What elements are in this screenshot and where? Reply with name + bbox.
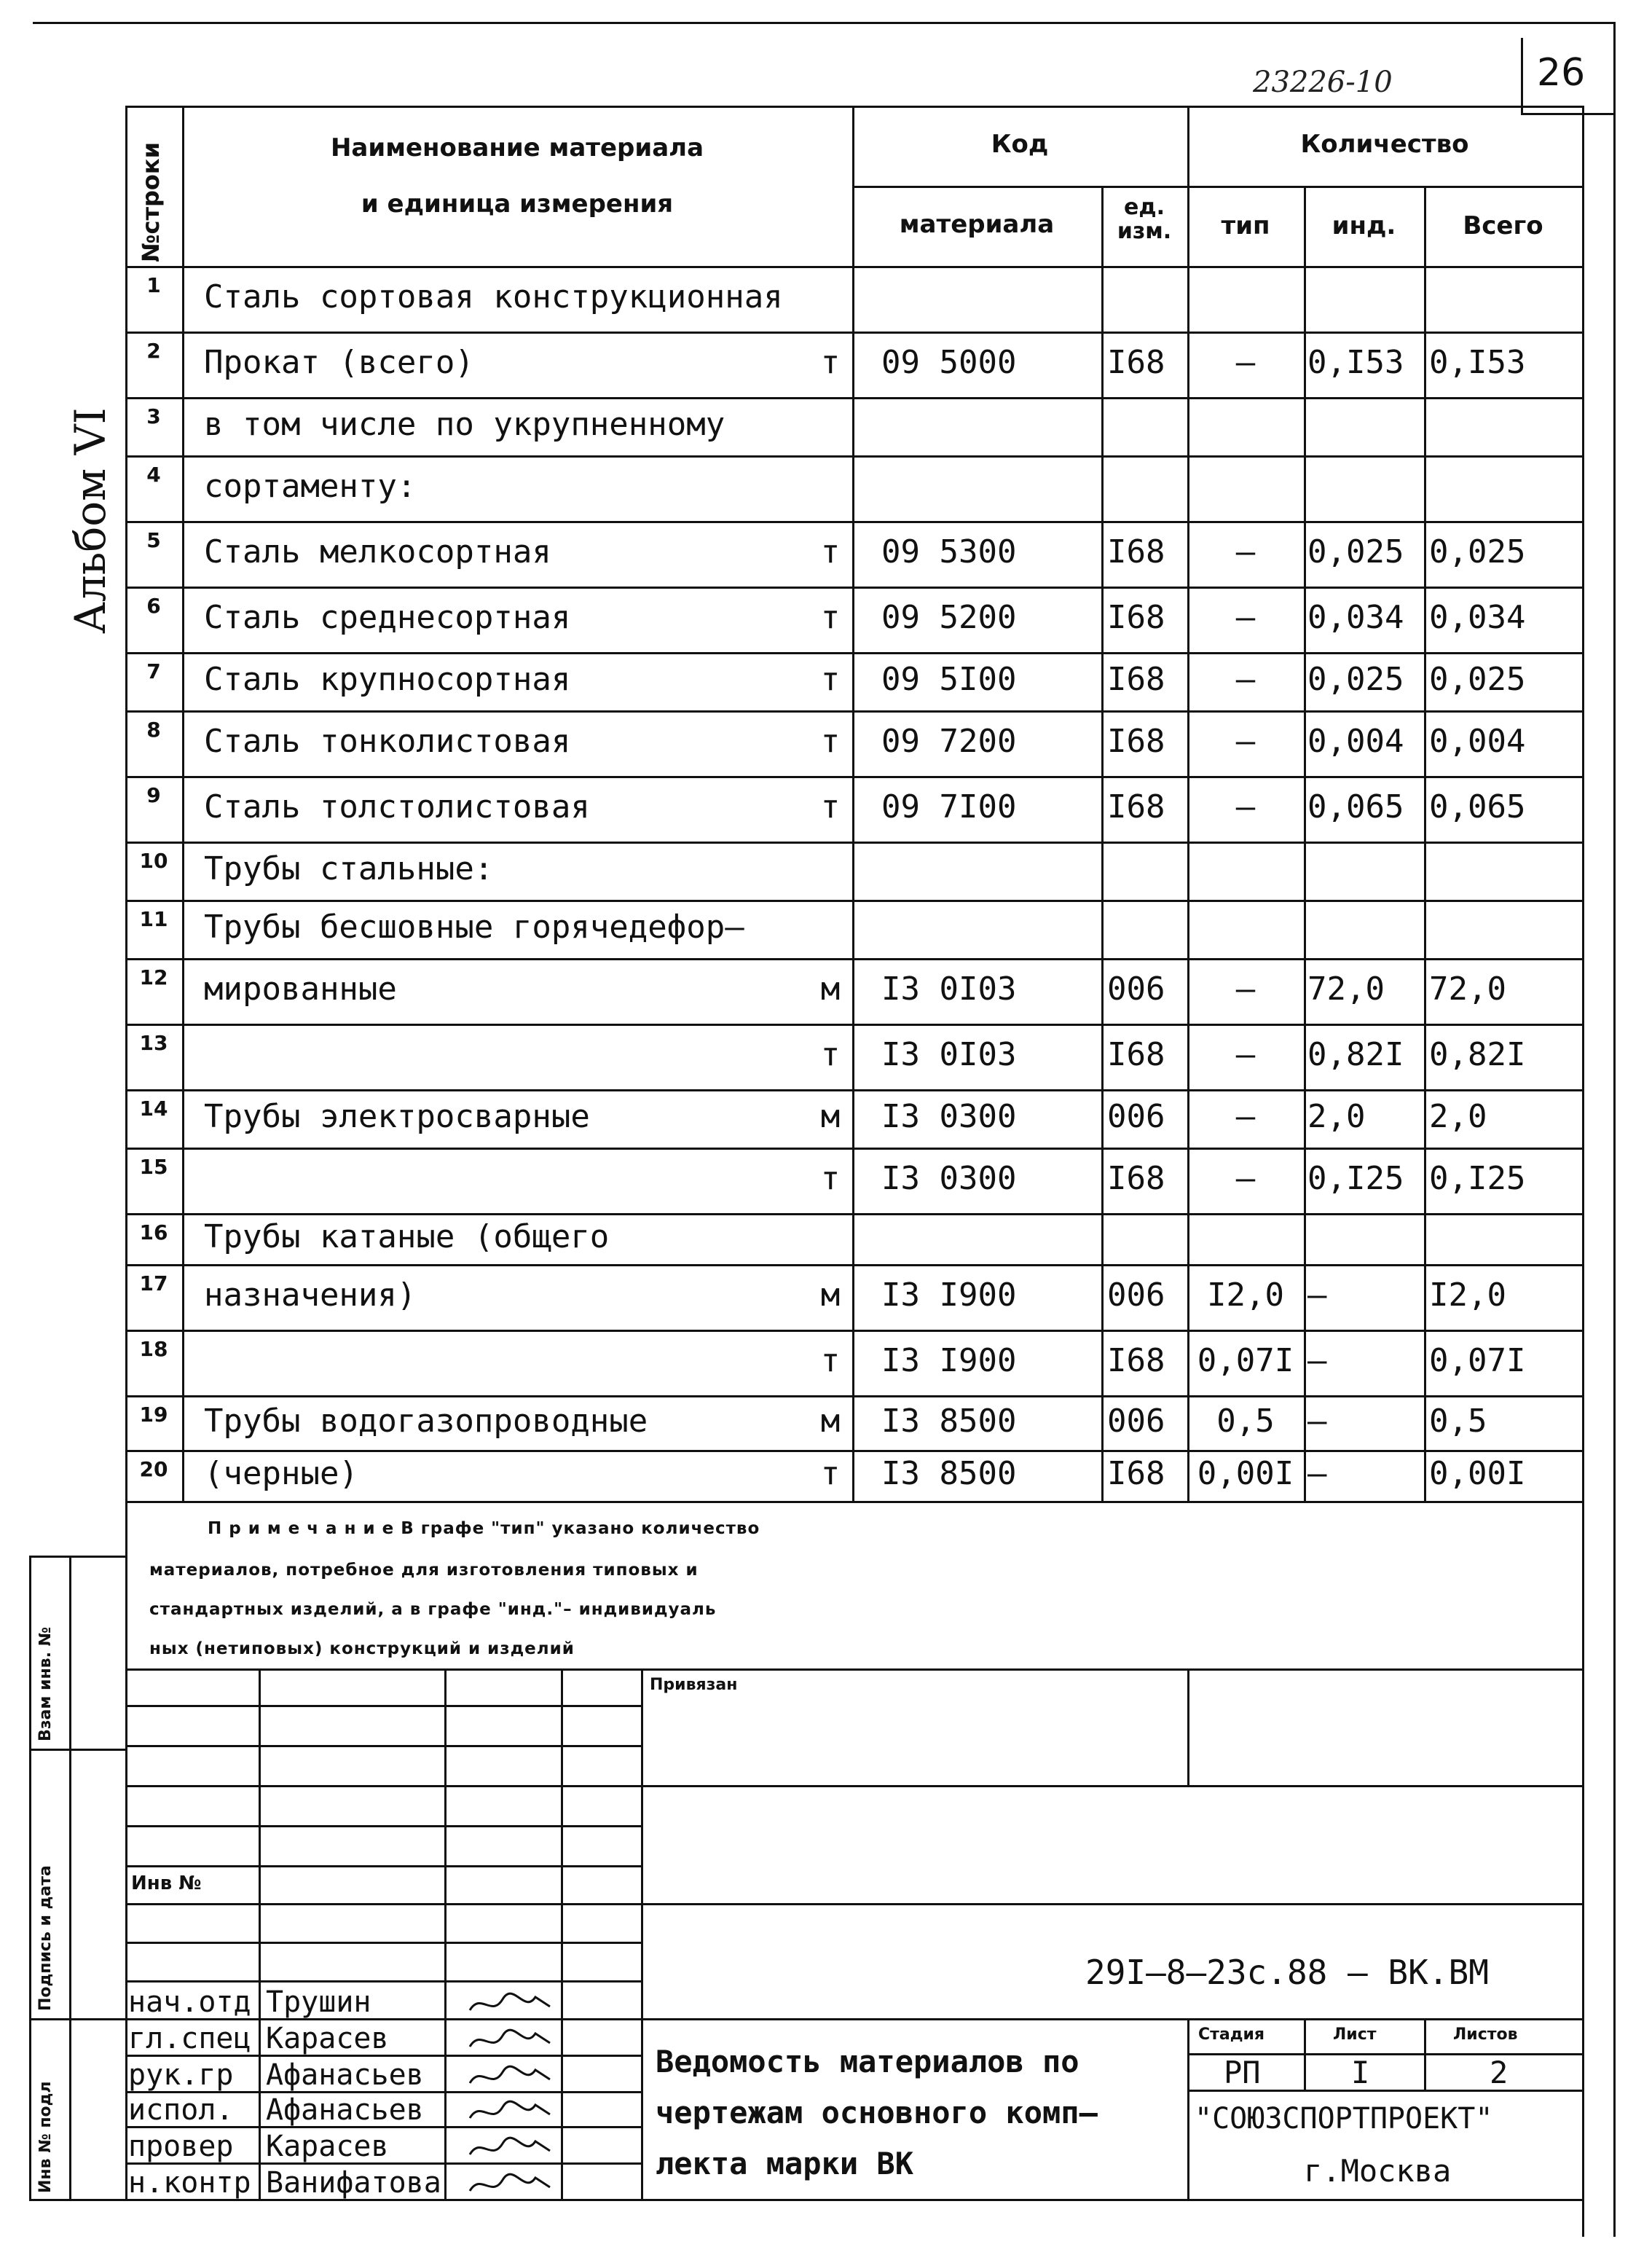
row-material-name: Трубы катаные (общего xyxy=(204,1218,610,1255)
row-qty-total: 0,I25 xyxy=(1429,1160,1526,1197)
row-material-name: Трубы стальные: xyxy=(204,850,494,887)
note-line-2: материалов, потребное для изготовления типовых и xyxy=(149,1561,699,1580)
row-unit: т xyxy=(820,1455,841,1492)
row-number: 4 xyxy=(146,463,161,487)
row-code-unit: I68 xyxy=(1107,344,1165,381)
row-material-code: I3 I900 xyxy=(881,1342,1017,1379)
header-name-line1: Наименование материала xyxy=(330,133,704,162)
row-code-unit: I68 xyxy=(1107,661,1165,698)
row-number: 20 xyxy=(139,1457,168,1481)
sheet-title-line-1: Ведомость материалов по xyxy=(656,2044,1079,2079)
row-material-name: Сталь тонколистовая xyxy=(204,723,571,760)
row-qty-ind: 0,025 xyxy=(1307,533,1404,570)
row-material-code: I3 8500 xyxy=(881,1455,1017,1492)
row-material-name: назначения) xyxy=(204,1276,417,1314)
row-number: 12 xyxy=(139,965,168,989)
stage-label: Стадия xyxy=(1198,2025,1265,2044)
row-number: 14 xyxy=(139,1097,168,1121)
row-divider xyxy=(125,1395,1582,1397)
row-unit: т xyxy=(820,661,841,698)
row-material-code: 09 5000 xyxy=(881,344,1017,381)
side-inv-podl-label: Инв № подл xyxy=(36,2081,55,2193)
row-divider xyxy=(125,776,1582,778)
row-qty-total: 0,004 xyxy=(1429,723,1526,760)
row-material-name: (черные) xyxy=(204,1455,358,1492)
row-qty-type: – xyxy=(1235,1160,1256,1197)
row-code-unit: I68 xyxy=(1107,533,1165,570)
row-number: 10 xyxy=(139,849,168,873)
row-qty-total: 0,I53 xyxy=(1429,344,1526,381)
stage-value: РП xyxy=(1224,2055,1261,2090)
row-qty-type: 0,07I xyxy=(1197,1342,1294,1379)
row-number: 18 xyxy=(139,1337,168,1361)
row-qty-type: – xyxy=(1235,533,1256,570)
row-qty-type: – xyxy=(1235,661,1256,698)
row-qty-ind: 0,034 xyxy=(1307,599,1404,636)
signatory-role: провер xyxy=(128,2130,234,2163)
sheet-title-line-3: лекта марки ВК xyxy=(656,2146,914,2181)
row-number: 8 xyxy=(146,718,161,742)
row-qty-type: – xyxy=(1235,599,1256,636)
row-code-unit: 006 xyxy=(1107,1276,1165,1314)
row-code-unit: I68 xyxy=(1107,723,1165,760)
row-material-code: 09 7200 xyxy=(881,723,1017,760)
privyazan-label: Привязан xyxy=(650,1676,738,1694)
row-material-code: I3 0I03 xyxy=(881,970,1017,1008)
row-qty-type: – xyxy=(1235,1098,1256,1135)
handwritten-signature xyxy=(466,2025,554,2058)
row-divider xyxy=(125,1450,1582,1452)
row-qty-type: – xyxy=(1235,970,1256,1008)
row-material-name: Прокат (всего) xyxy=(204,344,474,381)
row-qty-total: 0,00I xyxy=(1429,1455,1526,1492)
row-qty-ind: – xyxy=(1307,1455,1327,1492)
row-qty-total: 0,025 xyxy=(1429,661,1526,698)
row-unit: м xyxy=(820,1276,841,1314)
row-material-name: в том числе по укрупненному xyxy=(204,406,725,443)
row-qty-ind: 0,82I xyxy=(1307,1036,1404,1073)
inv-number-label: Инв № xyxy=(131,1872,202,1894)
signatory-name: Ванифатова xyxy=(266,2166,441,2200)
row-code-unit: 006 xyxy=(1107,1402,1165,1440)
row-qty-ind: 2,0 xyxy=(1307,1098,1366,1135)
signatory-role: рук.гр xyxy=(128,2058,234,2092)
row-qty-ind: 0,I53 xyxy=(1307,344,1404,381)
row-unit: т xyxy=(820,1036,841,1073)
row-material-name: Сталь сортовая конструкционная xyxy=(204,278,783,315)
row-qty-total: 0,82I xyxy=(1429,1036,1526,1073)
row-number: 1 xyxy=(146,273,161,297)
row-divider xyxy=(125,587,1582,589)
row-code-unit: 006 xyxy=(1107,1098,1165,1135)
row-unit: м xyxy=(820,970,841,1008)
row-qty-ind: 0,025 xyxy=(1307,661,1404,698)
row-material-code: I3 I900 xyxy=(881,1276,1017,1314)
row-divider xyxy=(125,900,1582,902)
row-material-code: I3 0I03 xyxy=(881,1036,1017,1073)
row-qty-ind: 0,I25 xyxy=(1307,1160,1404,1197)
row-qty-type: – xyxy=(1235,723,1256,760)
page-number: 26 xyxy=(1537,51,1586,95)
row-qty-ind: 0,065 xyxy=(1307,788,1404,825)
row-qty-type: I2,0 xyxy=(1207,1276,1284,1314)
row-qty-total: 2,0 xyxy=(1429,1098,1487,1135)
sheets-value: 2 xyxy=(1490,2055,1509,2090)
row-material-name: Сталь толстолистовая xyxy=(204,788,590,825)
signatory-role: гл.спец xyxy=(128,2022,251,2055)
sheet-title-line-2: чертежам основного комп– xyxy=(656,2095,1098,2130)
row-number: 5 xyxy=(146,528,161,552)
header-code-unit: ед. изм. xyxy=(1117,195,1172,244)
signatory-name: Афанасьев xyxy=(266,2058,424,2092)
row-code-unit: I68 xyxy=(1107,1036,1165,1073)
header-quantity: Количество xyxy=(1300,130,1469,159)
row-unit: т xyxy=(820,788,841,825)
note-line-1: П р и м е ч а н и е В графе "тип" указано количество xyxy=(208,1519,760,1538)
handwritten-signature xyxy=(466,2133,554,2166)
handwritten-signature xyxy=(466,2096,554,2130)
row-qty-total: I2,0 xyxy=(1429,1276,1506,1314)
organization-name: "СОЮЗСПОРТПРОЕКТ" xyxy=(1195,2102,1493,2136)
row-divider xyxy=(125,397,1582,399)
row-material-code: 09 5300 xyxy=(881,533,1017,570)
row-code-unit: I68 xyxy=(1107,1160,1165,1197)
row-divider xyxy=(125,652,1582,654)
row-divider xyxy=(125,842,1582,844)
organization-city: г.Москва xyxy=(1304,2153,1452,2189)
row-code-unit: 006 xyxy=(1107,970,1165,1008)
row-qty-ind: – xyxy=(1307,1276,1327,1314)
row-unit: м xyxy=(820,1098,841,1135)
document-code: 29I–8–23с.88 – ВК.ВМ xyxy=(1085,1953,1489,1992)
header-qty-ind: инд. xyxy=(1332,211,1396,240)
row-code-unit: I68 xyxy=(1107,1455,1165,1492)
row-unit: т xyxy=(820,599,841,636)
row-divider xyxy=(125,710,1582,713)
row-number: 7 xyxy=(146,659,161,683)
row-qty-total: 0,034 xyxy=(1429,599,1526,636)
row-divider xyxy=(125,1330,1582,1332)
header-qty-total: Всего xyxy=(1463,211,1543,240)
row-unit: т xyxy=(820,344,841,381)
row-divider xyxy=(125,455,1582,458)
row-divider xyxy=(125,1089,1582,1091)
row-qty-ind: 0,004 xyxy=(1307,723,1404,760)
side-vzam-label: Взам инв. № xyxy=(36,1626,55,1741)
signatory-role: нач.отд xyxy=(128,1985,251,2019)
row-divider xyxy=(125,1213,1582,1215)
header-code: Код xyxy=(991,130,1049,159)
row-material-code: I3 0300 xyxy=(881,1098,1017,1135)
row-code-unit: I68 xyxy=(1107,599,1165,636)
row-material-code: 09 5200 xyxy=(881,599,1017,636)
header-qty-type: тип xyxy=(1221,211,1270,240)
row-qty-total: 0,5 xyxy=(1429,1402,1487,1440)
row-material-name: Трубы водогазопроводные xyxy=(204,1402,648,1440)
header-row-number: №строки xyxy=(137,141,165,262)
row-unit: т xyxy=(820,1160,841,1197)
signatory-name: Карасев xyxy=(266,2130,389,2163)
row-number: 17 xyxy=(139,1271,168,1295)
row-material-name: сортаменту: xyxy=(204,468,417,505)
row-code-unit: I68 xyxy=(1107,788,1165,825)
row-divider xyxy=(125,521,1582,523)
row-material-name: Трубы электросварные xyxy=(204,1098,590,1135)
row-qty-ind: – xyxy=(1307,1402,1327,1440)
signatory-role: испол. xyxy=(128,2093,234,2127)
signatory-name: Афанасьев xyxy=(266,2093,424,2127)
row-material-name: Сталь крупносортная xyxy=(204,661,571,698)
signatory-name: Трушин xyxy=(266,1985,371,2019)
signatory-name: Карасев xyxy=(266,2022,389,2055)
row-qty-type: – xyxy=(1235,344,1256,381)
row-number: 16 xyxy=(139,1220,168,1244)
row-unit: м xyxy=(820,1402,841,1440)
row-code-unit: I68 xyxy=(1107,1342,1165,1379)
row-qty-type: 0,00I xyxy=(1197,1455,1294,1492)
row-material-code: I3 8500 xyxy=(881,1402,1017,1440)
row-qty-type: 0,5 xyxy=(1216,1402,1275,1440)
note-line-3: стандартных изделий, а в графе "инд."– индивидуаль xyxy=(149,1600,717,1619)
side-signature-date-label: Подпись и дата xyxy=(36,1865,55,2011)
row-number: 2 xyxy=(146,339,161,363)
row-number: 11 xyxy=(139,907,168,931)
document-number: 23226-10 xyxy=(1253,66,1393,99)
row-qty-type: – xyxy=(1235,788,1256,825)
row-number: 19 xyxy=(139,1403,168,1427)
row-qty-total: 72,0 xyxy=(1429,970,1506,1008)
row-qty-total: 0,025 xyxy=(1429,533,1526,570)
sheets-label: Листов xyxy=(1453,2025,1518,2044)
signatory-role: н.контр xyxy=(128,2166,251,2200)
row-material-name: мированные xyxy=(204,970,397,1008)
row-divider xyxy=(125,332,1582,334)
row-qty-total: 0,065 xyxy=(1429,788,1526,825)
header-name-line2: и единица измерения xyxy=(361,189,674,219)
row-number: 3 xyxy=(146,404,161,428)
handwritten-signature xyxy=(466,2061,554,2095)
row-divider xyxy=(125,1148,1582,1150)
album-label: Альбом VI xyxy=(66,407,115,634)
row-qty-type: – xyxy=(1235,1036,1256,1073)
row-material-name: Сталь среднесортная xyxy=(204,599,571,636)
row-unit: т xyxy=(820,533,841,570)
row-qty-ind: – xyxy=(1307,1342,1327,1379)
row-number: 13 xyxy=(139,1031,168,1055)
note-line-4: ных (нетиповых) конструкций и изделий xyxy=(149,1639,575,1658)
row-divider xyxy=(125,958,1582,960)
row-material-code: I3 0300 xyxy=(881,1160,1017,1197)
row-material-code: 09 7I00 xyxy=(881,788,1017,825)
handwritten-signature xyxy=(466,2169,554,2203)
row-qty-total: 0,07I xyxy=(1429,1342,1526,1379)
row-material-name: Сталь мелкосортная xyxy=(204,533,551,570)
row-divider xyxy=(125,1024,1582,1026)
row-unit: т xyxy=(820,723,841,760)
sheet-label: Лист xyxy=(1333,2025,1377,2044)
header-code-material: материала xyxy=(899,210,1055,239)
sheet-value: I xyxy=(1351,2055,1370,2090)
row-number: 9 xyxy=(146,783,161,807)
row-number: 6 xyxy=(146,594,161,618)
row-unit: т xyxy=(820,1342,841,1379)
row-material-code: 09 5I00 xyxy=(881,661,1017,698)
row-material-name: Трубы бесшовные горячедефор– xyxy=(204,909,744,946)
handwritten-signature xyxy=(466,1988,554,2022)
row-qty-ind: 72,0 xyxy=(1307,970,1385,1008)
row-divider xyxy=(125,1264,1582,1266)
row-number: 15 xyxy=(139,1155,168,1179)
